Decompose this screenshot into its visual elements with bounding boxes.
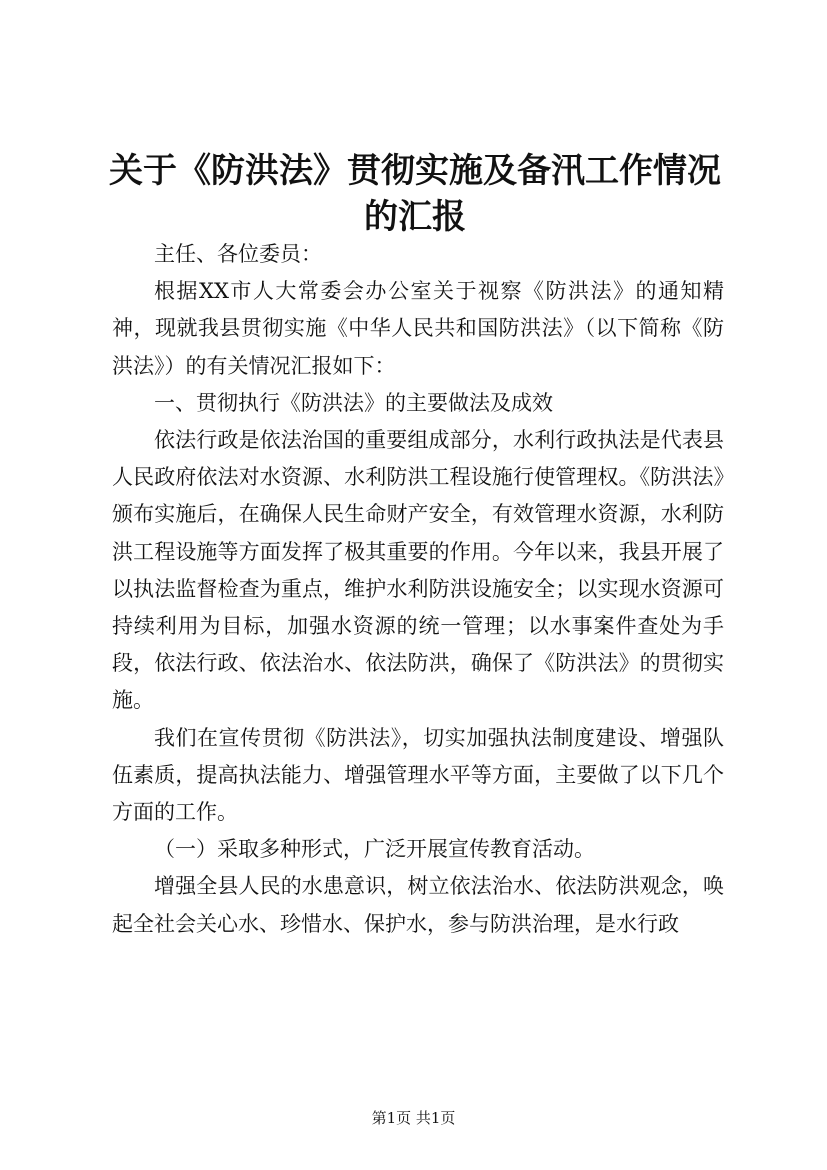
- document-body: [112, 236, 724, 943]
- subsection-heading: （一）采取多种形式，广泛开展宣传教育活动。: [154, 837, 595, 862]
- body-paragraph: 我们在宣传贯彻《防洪法》，切实加强执法制度建设、增强队伍素质，提高执法能力、增强管理水平等方面，主要做了以下几个方面的工作。: [112, 725, 724, 825]
- page-number-footer: 第1页 共1页: [371, 1109, 456, 1127]
- intro-paragraph: 根据XX市人大常委会办公室关于视察《防洪法》的通知精神，现就我县贯彻实施《中华人民共和国防洪法》（以下简称《防洪法》）的有关情况汇报如下：: [112, 279, 724, 378]
- salutation-paragraph: 主任、各位委员：: [154, 242, 322, 266]
- section-heading: 一、贯彻执行《防洪法》的主要做法及成效: [154, 390, 553, 415]
- body-paragraph: 增强全县人民的水患意识，树立依法治水、依法防洪观念，唤起全社会关心水、珍惜水、保护水，参与防洪治理，是水行政: [112, 874, 724, 936]
- document-title: 关于《防洪法》贯彻实施及备汛工作情况的汇报: [109, 151, 721, 237]
- body-paragraph: 依法行政是依法治国的重要组成部分，水利行政执法是代表县人民政府依法对水资源、水利防洪工程设施行使管理权。《防洪法》颁布实施后，在确保人民生命财产安全，有效管理水资源，水利防洪工程设施等方面发挥了极其重要的作用。今年以来，我县开展了以执法监督检查为重点，维护水利防洪设施安全；以实现水资源可持续利用为目标，加强水资源的统一管理；以水事案件查处为手段，依法行政、依法治水、依法防洪，确保了《防洪法》的贯彻实施。: [112, 428, 724, 713]
